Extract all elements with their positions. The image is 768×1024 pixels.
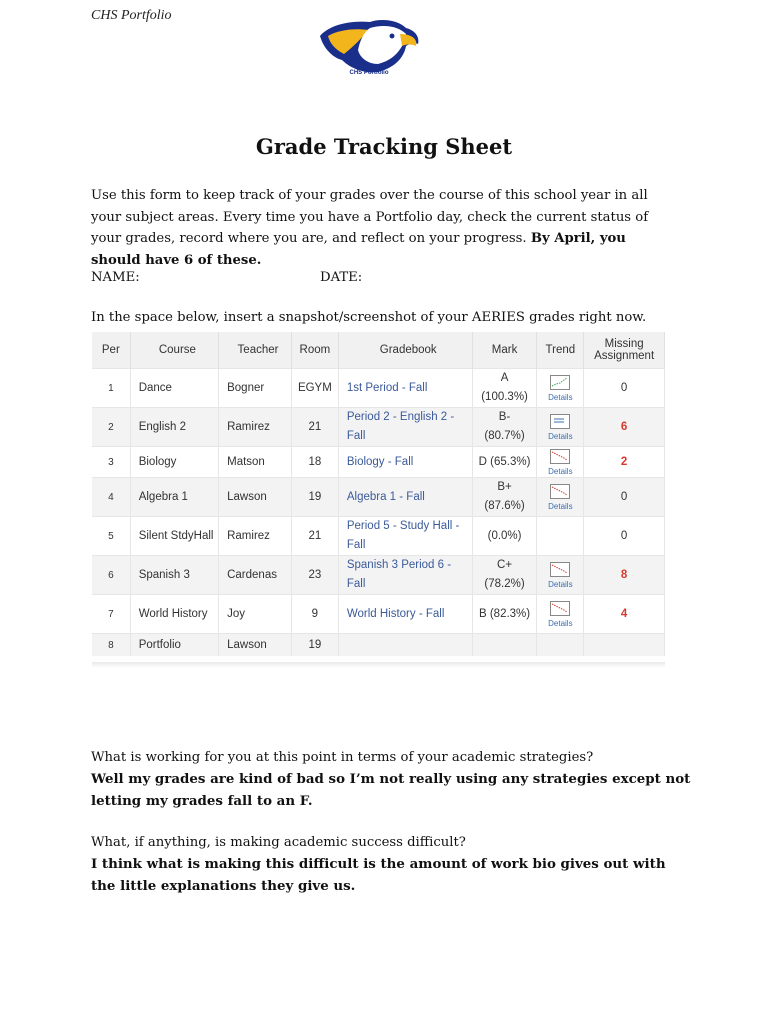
col-mark: Mark (472, 332, 537, 369)
trend-details-link[interactable]: Details (548, 579, 573, 589)
trend-details-link[interactable]: Details (548, 392, 573, 402)
row-period: 5 (92, 517, 130, 556)
question-strategies: What is working for you at this point in terms of your academic strategies? (91, 750, 594, 765)
table-row (92, 369, 665, 408)
row-room: 19 (291, 478, 338, 517)
grades-table (92, 332, 665, 656)
row-mark-grade: B (82.3%) (478, 607, 531, 620)
row-mark-grade: (0.0%) (487, 529, 522, 542)
row-gradebook-link[interactable]: Period 5 - Study Hall - Fall (338, 517, 472, 556)
row-teacher: Joy (219, 595, 292, 634)
row-course: Silent StdyHall (130, 517, 218, 556)
logo-caption: CHS Portfolio (349, 70, 389, 76)
row-missing-count: 4 (584, 595, 665, 634)
answer-difficulties: I think what is making this difficult is the amount of work bio gives out with the little explanations they give us. (91, 856, 666, 894)
trend-chart-icon[interactable] (550, 562, 570, 577)
col-teacher: Teacher (219, 332, 292, 369)
row-gradebook-link[interactable]: 1st Period - Fall (338, 369, 472, 408)
row-missing-count: 0 (584, 478, 665, 517)
col-gradebook: Gradebook (338, 332, 472, 369)
row-gradebook-link[interactable]: World History - Fall (338, 595, 472, 634)
row-mark (472, 517, 537, 556)
row-room: 21 (291, 517, 338, 556)
row-teacher: Lawson (219, 478, 292, 517)
row-trend[interactable] (537, 595, 584, 634)
row-teacher: Matson (219, 447, 292, 478)
row-room: 9 (291, 595, 338, 634)
table-row (92, 634, 665, 657)
row-missing-count: 0 (584, 369, 665, 408)
row-mark-grade: B+ (497, 481, 512, 493)
intro-text: Use this form to keep track of your grades over the course of this school year in all your subject areas. Every time you have a Portfolio day, check the current status of your grades, record where you are, and reflect on your progress. (91, 188, 649, 246)
row-missing-count: 8 (584, 556, 665, 595)
row-room: 21 (291, 408, 338, 447)
row-course: Dance (130, 369, 218, 408)
row-period: 7 (92, 595, 130, 634)
row-trend[interactable] (537, 369, 584, 408)
table-row (92, 556, 665, 595)
row-period: 6 (92, 556, 130, 595)
row-trend (537, 517, 584, 556)
row-gradebook-link[interactable] (338, 634, 472, 657)
row-mark-percent: (80.7%) (484, 430, 525, 442)
row-course: Biology (130, 447, 218, 478)
row-room: 19 (291, 634, 338, 657)
row-room: 23 (291, 556, 338, 595)
table-row (92, 517, 665, 556)
row-mark (472, 595, 537, 634)
table-header-row (92, 332, 665, 369)
row-trend[interactable] (537, 556, 584, 595)
row-mark (472, 369, 537, 408)
row-mark (472, 408, 537, 447)
trend-details-link[interactable]: Details (548, 501, 573, 511)
row-trend (537, 634, 584, 657)
row-period: 2 (92, 408, 130, 447)
row-mark-grade: C+ (497, 559, 513, 571)
col-missing (584, 332, 665, 369)
row-missing-count: 0 (584, 517, 665, 556)
row-gradebook-link[interactable]: Algebra 1 - Fall (338, 478, 472, 517)
page-title: Grade Tracking Sheet (255, 134, 513, 159)
name-field-label: NAME: (91, 270, 140, 285)
question-difficulties: What, if anything, is making academic success difficult? (91, 835, 466, 850)
row-mark-percent: (78.2%) (484, 578, 525, 590)
table-row (92, 447, 665, 478)
row-trend[interactable] (537, 447, 584, 478)
row-teacher: Cardenas (219, 556, 292, 595)
col-missing-line1: Missing (604, 338, 644, 350)
row-mark-percent: (87.6%) (484, 500, 525, 512)
row-mark-percent: (100.3%) (481, 391, 528, 403)
table-row (92, 478, 665, 517)
intro-emphasis: By April, you should have 6 of these. (91, 231, 626, 268)
row-teacher: Ramirez (219, 517, 292, 556)
row-period: 4 (92, 478, 130, 517)
row-mark-grade: D (65.3%) (478, 455, 531, 468)
row-missing-count: 6 (584, 408, 665, 447)
row-period: 3 (92, 447, 130, 478)
col-trend: Trend (537, 332, 584, 369)
portfolio-header: CHS Portfolio (91, 8, 172, 23)
row-missing-count: 2 (584, 447, 665, 478)
row-period: 1 (92, 369, 130, 408)
row-mark (472, 478, 537, 517)
row-mark (472, 634, 537, 657)
row-mark (472, 556, 537, 595)
trend-chart-icon[interactable] (550, 375, 570, 390)
trend-chart-icon[interactable] (550, 449, 570, 464)
trend-details-link[interactable]: Details (548, 466, 573, 476)
row-mark-grade: B- (498, 411, 511, 423)
table-bottom-shadow (92, 662, 665, 668)
intro-paragraph (91, 185, 676, 271)
table-row (92, 595, 665, 634)
row-course: Spanish 3 (130, 556, 218, 595)
row-trend[interactable] (537, 478, 584, 517)
col-missing-line2: Assignment (594, 350, 655, 362)
trend-chart-icon[interactable] (550, 484, 570, 499)
row-period: 8 (92, 634, 130, 657)
row-teacher: Ramirez (219, 408, 292, 447)
col-room: Room (291, 332, 338, 369)
row-room: 18 (291, 447, 338, 478)
trend-chart-icon[interactable] (550, 601, 570, 616)
col-course: Course (130, 332, 218, 369)
row-course: World History (130, 595, 218, 634)
row-teacher: Bogner (219, 369, 292, 408)
table-row (92, 408, 665, 447)
row-teacher: Lawson (219, 634, 292, 657)
trend-details-link[interactable]: Details (548, 618, 573, 628)
col-per: Per (92, 332, 130, 369)
row-trend[interactable] (537, 408, 584, 447)
row-course: English 2 (130, 408, 218, 447)
row-room: EGYM (291, 369, 338, 408)
trend-chart-icon[interactable] (550, 414, 570, 429)
trend-details-link[interactable]: Details (548, 431, 573, 441)
snapshot-instruction: In the space below, insert a snapshot/screenshot of your AERIES grades right now. (91, 310, 647, 325)
date-field-label: DATE: (320, 270, 363, 285)
row-gradebook-link[interactable]: Period 2 - English 2 - Fall (338, 408, 472, 447)
row-missing-count (584, 634, 665, 657)
row-gradebook-link[interactable]: Spanish 3 Period 6 - Fall (338, 556, 472, 595)
answer-strategies: Well my grades are kind of bad so I’m not really using any strategies except not letting my grades fall to an F. (91, 771, 691, 809)
row-gradebook-link[interactable]: Biology - Fall (338, 447, 472, 478)
row-mark (472, 447, 537, 478)
row-course: Algebra 1 (130, 478, 218, 517)
row-course: Portfolio (130, 634, 218, 657)
row-mark-grade: A (500, 372, 509, 384)
